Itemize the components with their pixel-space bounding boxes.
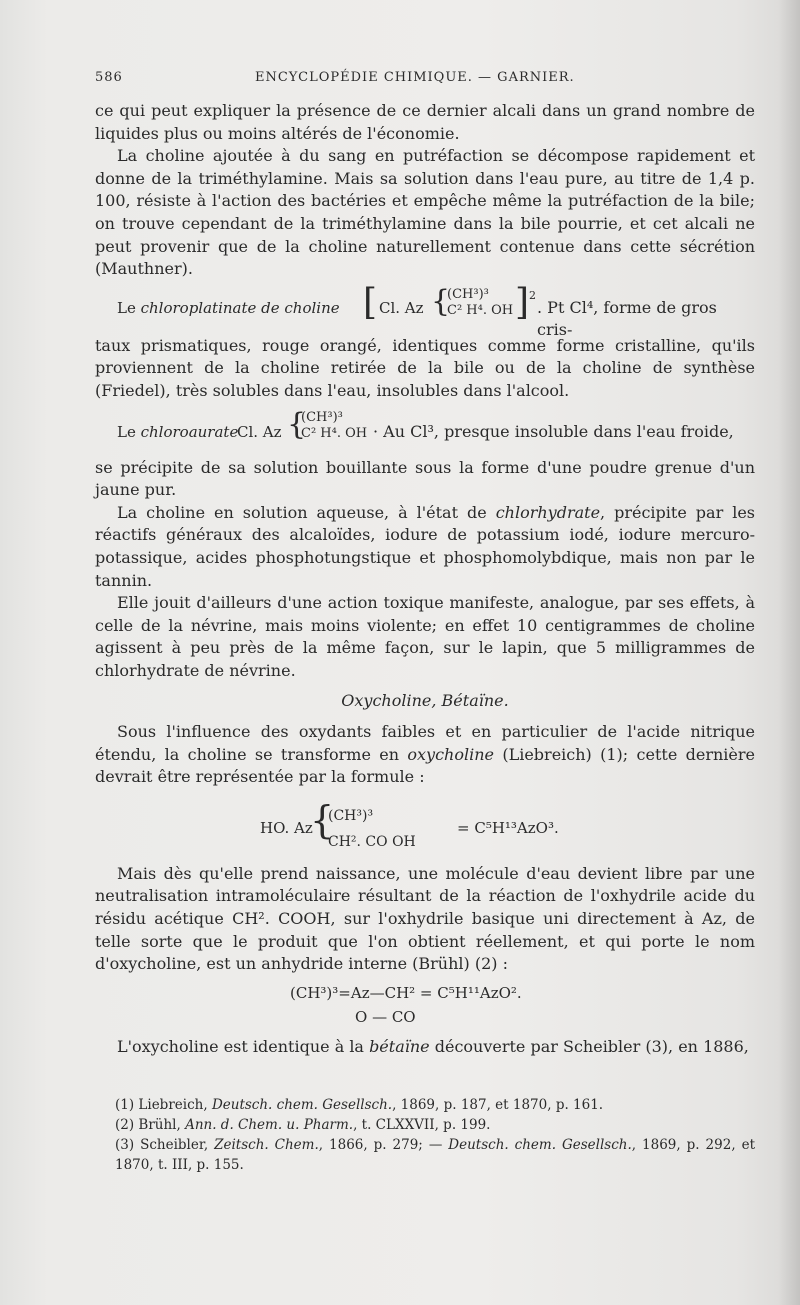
formula-stack-3: (CH³)³ CH². CO OH: [328, 807, 416, 850]
chloroaurate-line: [95, 407, 755, 453]
bracket-left: [: [363, 281, 378, 323]
paragraph-6: Elle jouit d'ailleurs d'une action toxique manifeste, analogue, par ses effets, à celle de la névrine, mais moins violente; en effet 10 centigrammes de choline agissent à peu près de la même façon, sur le lapin, que 5 milligrammes de chlorhydrate de névrine.: [95, 593, 755, 680]
formula-tail-2: · Au Cl³, presque insoluble dans l'eau froide,: [373, 421, 734, 441]
bracket-right: ]: [515, 281, 530, 323]
main-text: [95, 100, 755, 1058]
page-number: 586: [95, 70, 123, 85]
paragraph-5: La choline en solution aqueuse, à l'état de chlorhydrate, précipite par les réactifs généraux des alcaloïdes, iodure de potassium iodé, iodure mercuro-potassique, acides phosphotungstique et phosphomolybdique, mais non par le tannin.: [95, 502, 755, 590]
exponent: 2: [529, 288, 536, 302]
chloroplatinate-intro: Le chloroplatinate de choline: [117, 298, 340, 317]
brace-2: {: [287, 406, 307, 442]
formula-line-2: O — CO: [355, 1007, 416, 1026]
paragraph-8: Mais dès qu'elle prend naissance, une molécule d'eau devient libre par une neutralisation intramoléculaire résultant de la réaction de l'oxhydrile acide du résidu acétique CH². COOH, sur l'oxhydrile basique uni directement à Az, de telle sorte que le produit que l'on obtient réellement, et qui porte le nom d'oxycholine, est un anhydride interne (Brühl) (2) :: [95, 863, 755, 974]
formula-stack-2: (CH³)³ C² H⁴. OH: [301, 409, 368, 441]
formula-line-1: (CH³)³=Az—CH² = C⁵H¹¹AzO².: [290, 983, 522, 1002]
brace: {: [431, 283, 451, 319]
chloroaurate-intro: Le chloroaurate: [117, 422, 239, 441]
formula-cl-az-2: Cl. Az: [237, 422, 282, 441]
formula-result: = C⁵H¹³AzO³.: [457, 818, 559, 837]
footnote-3: (3) Scheibler, Zeitsch. Chem., 1866, p. 279; — Deutsch. chem. Gesellsch., 1869, p. 292, et 1870, t. III, p. 155.: [115, 1137, 755, 1173]
paragraph-3-rest: taux prismatiques, rouge orangé, identiques comme forme cristalline, qu'ils proviennent de la choline retirée de la bile ou de la choline de synthèse (Friedel), très solubles dans l'eau, insolubles dans l'alcool.: [95, 335, 755, 400]
running-head: ENCYCLOPÉDIE CHIMIQUE. — GARNIER.: [255, 70, 575, 85]
brace-3: {: [310, 797, 335, 842]
paragraph-1: ce qui peut expliquer la présence de ce dernier alcali dans un grand nombre de liquides plus ou moins altérés de l'économie.: [95, 101, 755, 143]
footnotes: [115, 1095, 755, 1175]
paragraph-2: La choline ajoutée à du sang en putréfaction se décompose rapidement et donne de la triméthylamine. Mais sa solution dans l'eau pure, au titre de 1,4 p. 100, résiste à l'action des bactéries et empêche même la putréfaction de la bile; on trouve cependant de la triméthylamine dans la bile pourrie, et cet alcali ne peut provenir que de la choline naturellement contenue dans cette sécrétion (Mauthner).: [95, 146, 755, 279]
paragraph-4-rest: se précipite de sa solution bouillante sous la forme d'une poudre grenue d'un jaune pur.: [95, 457, 755, 500]
formula-tail: . Pt Cl⁴, forme de gros cris-: [537, 297, 717, 340]
section-heading: Oxycholine, Bétaïne.: [341, 691, 509, 711]
paragraph-7: Sous l'influence des oxydants faibles et en particulier de l'acide nitrique étendu, la choline se transforme en oxycholine (Liebreich) (1); cette dernière devrait être représentée par la formule :: [95, 722, 756, 787]
formula-cl-az: Cl. Az: [379, 298, 424, 317]
page-edge-shadow: [778, 0, 800, 1305]
formula-stack: (CH³)³ C² H⁴. OH: [447, 286, 514, 318]
oxycholine-formula: [95, 793, 755, 859]
footnote-2: (2) Brühl, Ann. d. Chem. u. Pharm., t. CLXXVII, p. 199.: [115, 1117, 491, 1133]
anhydride-formula: [95, 982, 755, 1032]
paragraph-9: L'oxycholine est identique à la bétaïne découverte par Scheibler (3), en 1886,: [117, 1036, 749, 1056]
page-header: [95, 70, 755, 90]
formula-ho-az: HO. Az: [260, 818, 313, 837]
footnote-1: (1) Liebreich, Deutsch. chem. Gesellsch., 1869, p. 187, et 1870, p. 161.: [115, 1097, 604, 1113]
chloroplatinate-line: [95, 281, 755, 340]
